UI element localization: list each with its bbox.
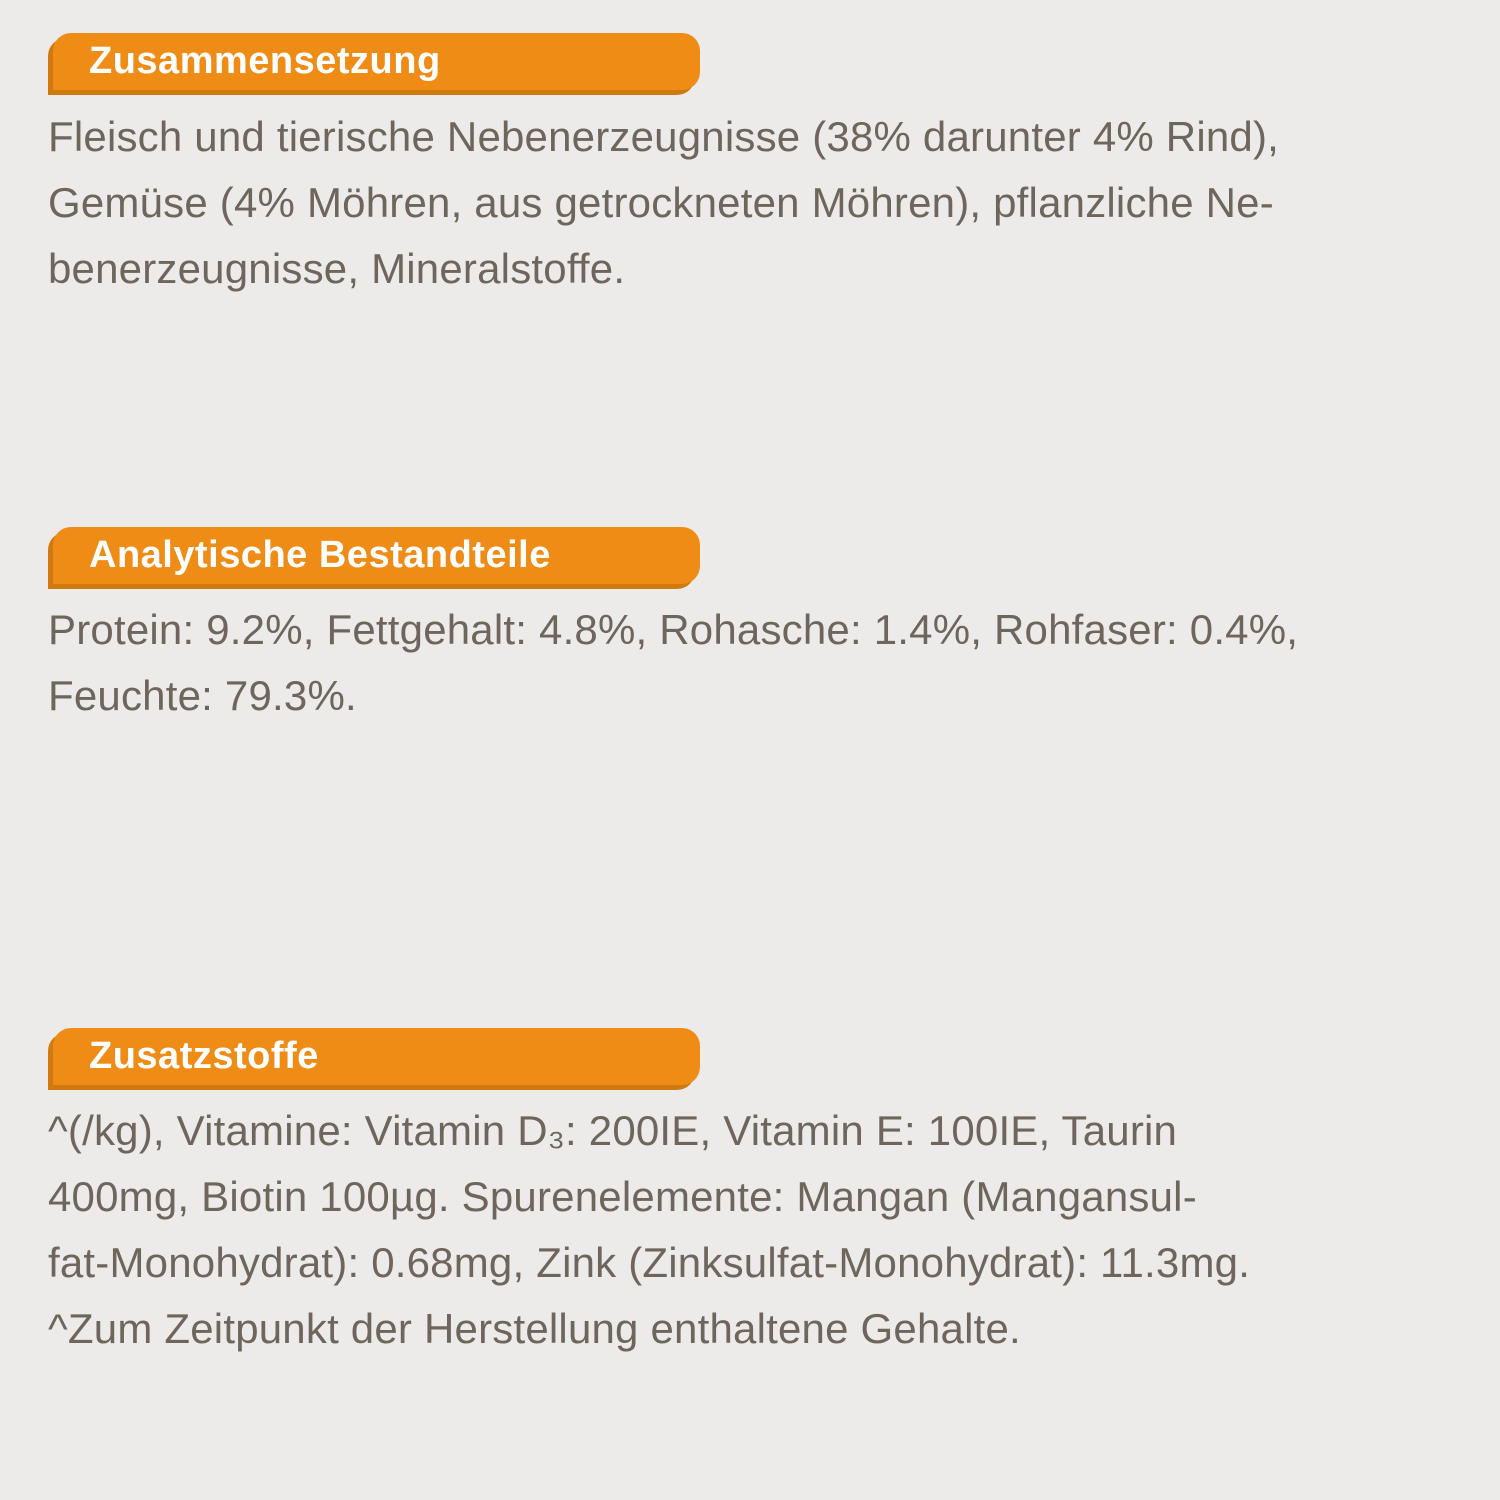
section-body-analytical-components [48,597,1488,729]
additives-line: fat-Monohydrat): 0.68mg, Zink (Zinksulfat-Monohydrat): 11.3mg. [48,1239,1251,1286]
composition-line: Fleisch und tierische Nebenerzeugnisse (38% darunter 4% Rind), [48,113,1280,160]
section-body-additives [48,1098,1488,1362]
section-header-composition: Zusammensetzung [53,33,700,90]
additives-line: 400mg, Biotin 100µg. Spurenelemente: Mangan (Mangansul- [48,1173,1197,1220]
composition-line: Gemüse (4% Möhren, aus getrockneten Möhren), pflanzliche Ne- [48,179,1274,226]
additives-line: ^Zum Zeitpunkt der Herstellung enthaltene Gehalte. [48,1305,1021,1352]
composition-line: benerzeugnisse, Mineralstoffe. [48,245,626,292]
section-header-additives: Zusatzstoffe [53,1028,700,1085]
section-body-composition [48,104,1488,302]
analytical-line: Feuchte: 79.3%. [48,672,357,719]
section-header-analytical-components: Analytische Bestandteile [53,527,700,584]
additives-line: ^(/kg), Vitamine: Vitamin D₃: 200IE, Vitamin E: 100IE, Taurin [48,1107,1178,1154]
analytical-line: Protein: 9.2%, Fettgehalt: 4.8%, Rohasche: 1.4%, Rohfaser: 0.4%, [48,606,1299,653]
